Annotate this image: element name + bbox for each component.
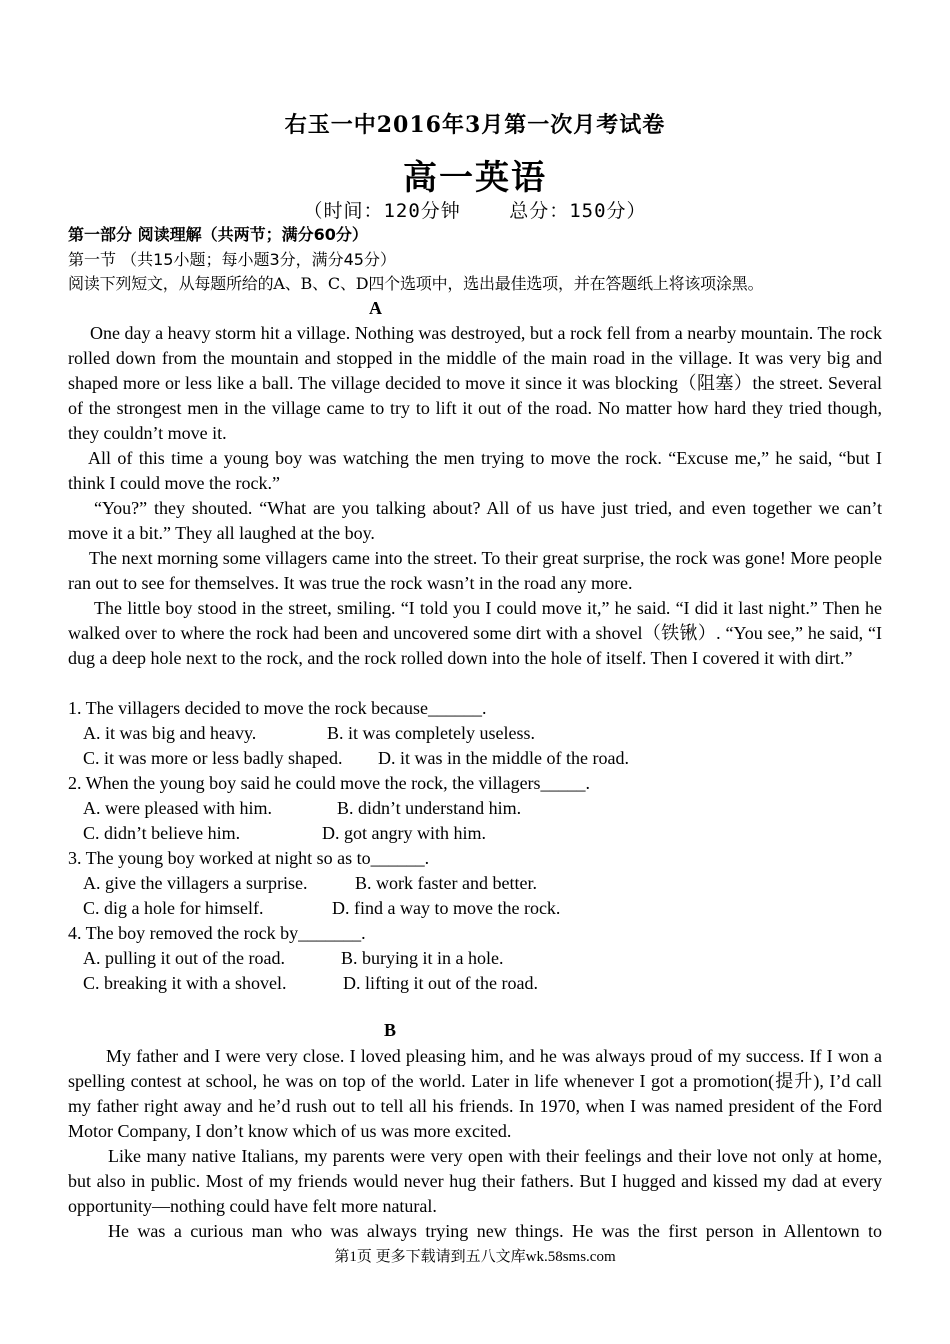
option-d: D. it was in the middle of the road. (378, 748, 629, 768)
passage-b-paragraph: Like many native Italians, my parents were very open with their feelings and their love not only at home, but also in public. Most of my friends would never hug their fathers. But I hugged and kissed my dad at every opportunity—nothing could have felt more natural. (68, 1146, 882, 1216)
option-a: A. it was big and heavy. (83, 723, 257, 743)
option-c: C. breaking it with a shovel. (83, 973, 287, 993)
option-b: B. it was completely useless. (327, 723, 535, 743)
passage-a-paragraph: The little boy stood in the street, smiling. “I told you I could move it,” he said. “I did it last night.” Then he walked over to where the rock had been and uncovered some dirt with a shovel（铁锹）. “You see,” he said, “I dug a deep hole next to the rock, and the rock rolled down into the hole of itself. Then I covered it with dirt.” (68, 598, 882, 668)
option-c: C. dig a hole for himself. (83, 898, 264, 918)
question-stem: 2. When the young boy said he could move the rock, the villagers_____. (68, 773, 591, 793)
section1-title: 第一节 （共15小题；每小题3分，满分45分） (68, 250, 396, 269)
part1-title: 第一部分 阅读理解（共两节；满分60分） (68, 225, 368, 244)
option-a: A. were pleased with him. (83, 798, 272, 818)
page-footer: 第1页 更多下载请到五八文库wk.58sms.com (334, 1249, 616, 1265)
option-d: D. lifting it out of the road. (343, 973, 538, 993)
exam-info (0, 196, 950, 223)
option-b: B. didn’t understand him. (337, 798, 522, 818)
question-stem: 3. The young boy worked at night so as to______. (68, 848, 430, 868)
passage-b-paragraph: My father and I were very close. I loved pleasing him, and he was always proud of my success. If I won a spelling contest at school, he was on top of the world. Later in life whenever I got a promotion(提升), I’d call my father right away and he’d rush out to tell all his friends. In 1970, when I was named president of the Ford Motor Company, I don’t know which of us was more excited. (68, 1046, 882, 1141)
exam-time: （时间：120分钟 (303, 200, 461, 222)
option-d: D. find a way to move the rock. (332, 898, 561, 918)
option-b: B. work faster and better. (355, 873, 537, 893)
subject-title: 高一英语 (403, 158, 547, 198)
option-a: A. pulling it out of the road. (83, 948, 285, 968)
option-b: B. burying it in a hole. (341, 948, 504, 968)
option-d: D. got angry with him. (322, 823, 486, 843)
exam-total: 总分：150分） (509, 200, 647, 222)
passage-a-paragraph: All of this time a young boy was watching the men trying to move the rock. “Excuse me,” he said, “but I think I could move the rock.” (68, 448, 882, 493)
option-c: C. it was more or less badly shaped. (83, 748, 343, 768)
passage-b-paragraph: He was a curious man who was always trying new things. He was the first person in Allentown to (108, 1221, 882, 1241)
passage-b-label: B (384, 1020, 397, 1040)
passage-a-label: A (369, 298, 382, 318)
option-c: C. didn’t believe him. (83, 823, 241, 843)
option-a: A. give the villagers a surprise. (83, 873, 308, 893)
instruction: 阅读下列短文，从每题所给的A、B、C、D四个选项中，选出最佳选项，并在答题纸上将该项涂黑。 (68, 274, 764, 293)
passage-a-paragraph: The next morning some villagers came into the street. To their great surprise, the rock was gone! More people ran out to see for themselves. It was true the rock wasn’t in the road any more. (68, 548, 882, 593)
passage-a-paragraph: One day a heavy storm hit a village. Nothing was destroyed, but a rock fell from a nearby mountain. The rock rolled down from the mountain and stopped in the middle of the main road in the village. It was very big and shaped more or less like a ball. The village decided to move it since it was blocking（阻塞）the street. Several of the strongest men in the village came to try to lift it out of the road. No matter how hard they tried though, they couldn’t move it. (68, 323, 882, 443)
school-title: 右玉一中2016年3月第一次月考试卷 (284, 112, 666, 138)
passage-a-paragraph: “You?” they shouted. “What are you talking about? All of us have just tried, and even together we can’t move it a bit.” They all laughed at the boy. (68, 498, 882, 543)
question-stem: 4. The boy removed the rock by_______. (68, 923, 366, 943)
question-stem: 1. The villagers decided to move the rock because______. (68, 698, 487, 718)
